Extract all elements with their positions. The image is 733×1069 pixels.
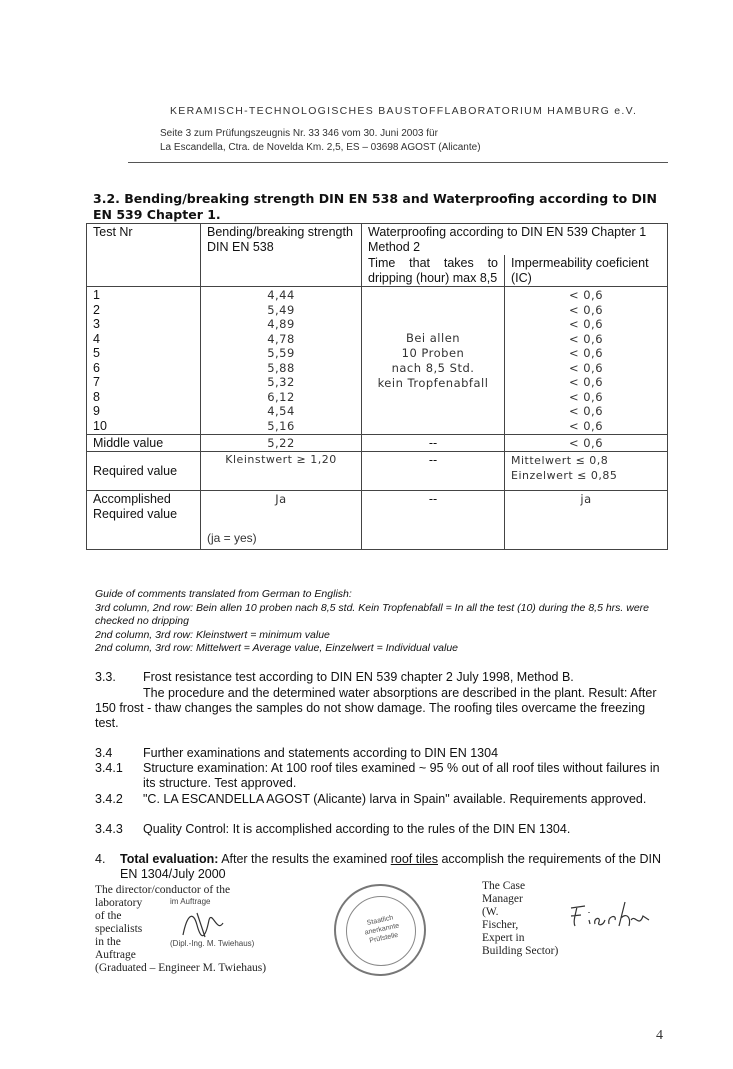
accomplished-ic: ja — [505, 491, 668, 550]
test-number: 5 — [93, 346, 100, 360]
director-line-2: laboratory — [95, 897, 143, 909]
table-row-samples — [87, 287, 668, 435]
director-signature — [175, 905, 235, 945]
director-line-3: of the — [95, 910, 122, 922]
bending-value-list — [201, 287, 362, 435]
section-3-4-title: Further examinations and statements according to DIN EN 1304 — [143, 746, 499, 760]
required-bending: Kleinstwert ≥ 1,20 — [201, 452, 362, 491]
header-time-dripping: Time that takes to dripping (hour) max 8,5 — [362, 255, 505, 287]
table-row-required — [87, 452, 668, 491]
required-ic — [505, 452, 668, 491]
ic-value: < 0,6 — [568, 360, 604, 375]
ic-value: < 0,6 — [568, 389, 604, 404]
test-results-table — [86, 223, 668, 550]
section-3-3-title: Frost resistance test according to DIN EN 539 chapter 2 July 1998, Method B. — [143, 670, 574, 684]
item-3-4-3-number: 3.4.3 — [95, 822, 123, 836]
manager-line-2: Manager — [482, 893, 523, 905]
bending-value: 6,12 — [267, 389, 295, 404]
ic-value: < 0,6 — [568, 375, 604, 389]
bending-value: 4,89 — [267, 317, 295, 331]
header-impermeability: Impermeability coeficient (IC) — [505, 255, 668, 287]
translation-notes — [95, 588, 675, 656]
item-3-4-2-number: 3.4.2 — [95, 792, 123, 806]
ic-value: < 0,6 — [568, 302, 604, 317]
director-line-5: in the — [95, 936, 121, 948]
ja-yes-note: (ja = yes) — [207, 531, 257, 545]
manager-line-4: Fischer, — [482, 919, 519, 931]
director-line-7: (Graduated – Engineer M. Twiehaus) — [95, 962, 267, 974]
fischer-signature — [565, 898, 660, 934]
table-row-accomplished — [87, 491, 668, 550]
header-line-1: Seite 3 zum Prüfungszeugnis Nr. 33 346 vom 30. Juni 2003 für — [160, 128, 438, 139]
item-3-4-3-text: Quality Control: It is accomplished according to the rules of the DIN EN 1304. — [143, 822, 571, 836]
bending-value: 4,44 — [267, 288, 295, 302]
section-4-text — [120, 852, 668, 882]
header-divider — [128, 162, 668, 163]
waterproof-note-line: Bei allen — [405, 330, 461, 345]
director-line-6: Auftrage — [95, 949, 136, 961]
note-3: 2nd column, 3rd row: Mittelwert = Average value, Einzelwert = Individual value — [95, 642, 459, 654]
section-3-3-body: The procedure and the determined water absorptions are described in the plant. Result: After 150 frost - thaw changes the samples do not show damage. The roofing tiles overcame the freezing test. — [95, 686, 657, 730]
test-number: 6 — [93, 360, 100, 375]
director-line-4: specialists — [95, 923, 143, 935]
table-row-middle — [87, 435, 668, 452]
section-4-text-2: accomplish the requirements of the DIN EN 1304/July 2000 — [120, 852, 662, 881]
item-3-4-1-number: 3.4.1 — [95, 761, 123, 775]
middle-bending: 5,22 — [201, 435, 362, 452]
ic-value: < 0,6 — [568, 331, 604, 346]
note-guide: Guide of comments translated from German to English: — [95, 588, 352, 600]
test-number-list — [87, 287, 201, 435]
institute-header: KERAMISCH-TECHNOLOGISCHES BAUSTOFFLABORATORIUM HAMBURG e.V. — [170, 105, 638, 117]
bending-value: 5,49 — [267, 302, 295, 317]
ic-value: < 0,6 — [568, 346, 604, 360]
waterproof-note-line: kein Tropfenabfall — [377, 375, 489, 390]
accomplished-bending: Ja — [275, 492, 287, 506]
bending-value: 5,32 — [267, 375, 295, 389]
official-seal-stamp — [334, 884, 426, 976]
test-number: 7 — [93, 375, 100, 389]
middle-ic: < 0,6 — [505, 435, 668, 452]
test-number: 1 — [93, 288, 100, 302]
manager-line-3: (W. — [482, 906, 499, 918]
bending-value: 4,54 — [267, 404, 295, 418]
test-number: 3 — [93, 317, 100, 331]
test-number: 10 — [93, 418, 107, 433]
required-ic-einzelwert: Einzelwert ≤ 0,85 — [511, 469, 618, 482]
note-1: 3rd column, 2nd row: Bein allen 10 proben nach 8,5 std. Kein Tropfenabfall = In all the test (10) during the 8,5 hrs. were checked no dripping — [95, 601, 650, 627]
ic-value: < 0,6 — [568, 317, 604, 331]
header-line-2: La Escandella, Ctra. de Novelda Km. 2,5, ES – 03698 AGOST (Alicante) — [160, 142, 481, 153]
director-line-1: The director/conductor of the — [95, 884, 231, 896]
roof-tiles-underlined: roof tiles — [390, 852, 438, 866]
test-number: 8 — [93, 389, 100, 404]
ic-value: < 0,6 — [568, 288, 604, 302]
page-number: 4 — [656, 1028, 663, 1043]
header-bending: Bending/breaking strength DIN EN 538 — [201, 224, 362, 287]
item-3-4-2-text: "C. LA ESCANDELLA AGOST (Alicante) larva in Spain" available. Requirements approved. — [143, 792, 647, 806]
section-4-number: 4. — [95, 852, 106, 866]
waterproof-note — [362, 287, 505, 435]
test-number: 2 — [93, 302, 100, 317]
ic-value: < 0,6 — [568, 418, 604, 433]
ic-value: < 0,6 — [568, 404, 604, 418]
bending-value: 5,88 — [267, 360, 295, 375]
bending-value: 5,16 — [267, 418, 295, 433]
ic-value-list — [505, 287, 668, 435]
waterproof-note-line: 10 Proben — [401, 345, 465, 360]
middle-label: Middle value — [87, 435, 201, 452]
waterproof-note-line: nach 8,5 Std. — [391, 360, 475, 375]
test-number: 9 — [93, 404, 100, 418]
accomplished-label: Accomplished Required value — [87, 491, 201, 550]
accomplished-bending-cell — [201, 491, 362, 550]
item-3-4-1-text: Structure examination: At 100 roof tiles examined ~ 95 % out of all roof tiles without failures in its structure. Test approved. — [143, 761, 660, 790]
required-label: Required value — [87, 452, 201, 491]
dipl-ing-stamp: (Dipl.-Ing. M. Twiehaus) — [170, 939, 255, 948]
section-3-2-heading: 3.2. Bending/breaking strength DIN EN 538 and Waterproofing according to DIN EN 539 Chapter 1. — [93, 191, 658, 222]
section-4-text-1: After the results the examined — [221, 852, 388, 866]
total-evaluation-label: Total evaluation: — [120, 852, 219, 866]
test-number: 4 — [93, 331, 100, 346]
section-3-3-number: 3.3. — [95, 670, 116, 684]
im-auftrage-stamp: im Auftrage — [170, 897, 211, 906]
bending-value: 4,78 — [267, 331, 295, 346]
manager-line-6: Building Sector) — [482, 945, 559, 957]
bending-value: 5,59 — [267, 346, 295, 360]
middle-time: -- — [362, 435, 505, 452]
section-3-4-number: 3.4 — [95, 746, 113, 760]
stamp-text: Staatlich anerkannte Prüfstelle — [364, 914, 400, 945]
manager-line-1: The Case — [482, 880, 526, 892]
required-ic-mittelwert: Mittelwert ≤ 0,8 — [511, 454, 609, 467]
accomplished-time: -- — [362, 491, 505, 550]
header-waterproofing: Waterproofing according to DIN EN 539 Chapter 1 Method 2 — [362, 224, 668, 256]
header-test-nr: Test Nr — [87, 224, 201, 287]
manager-line-5: Expert in — [482, 932, 525, 944]
note-2: 2nd column, 3rd row: Kleinstwert = minimum value — [95, 628, 330, 641]
table-header-row — [87, 224, 668, 256]
required-time: -- — [362, 452, 505, 491]
